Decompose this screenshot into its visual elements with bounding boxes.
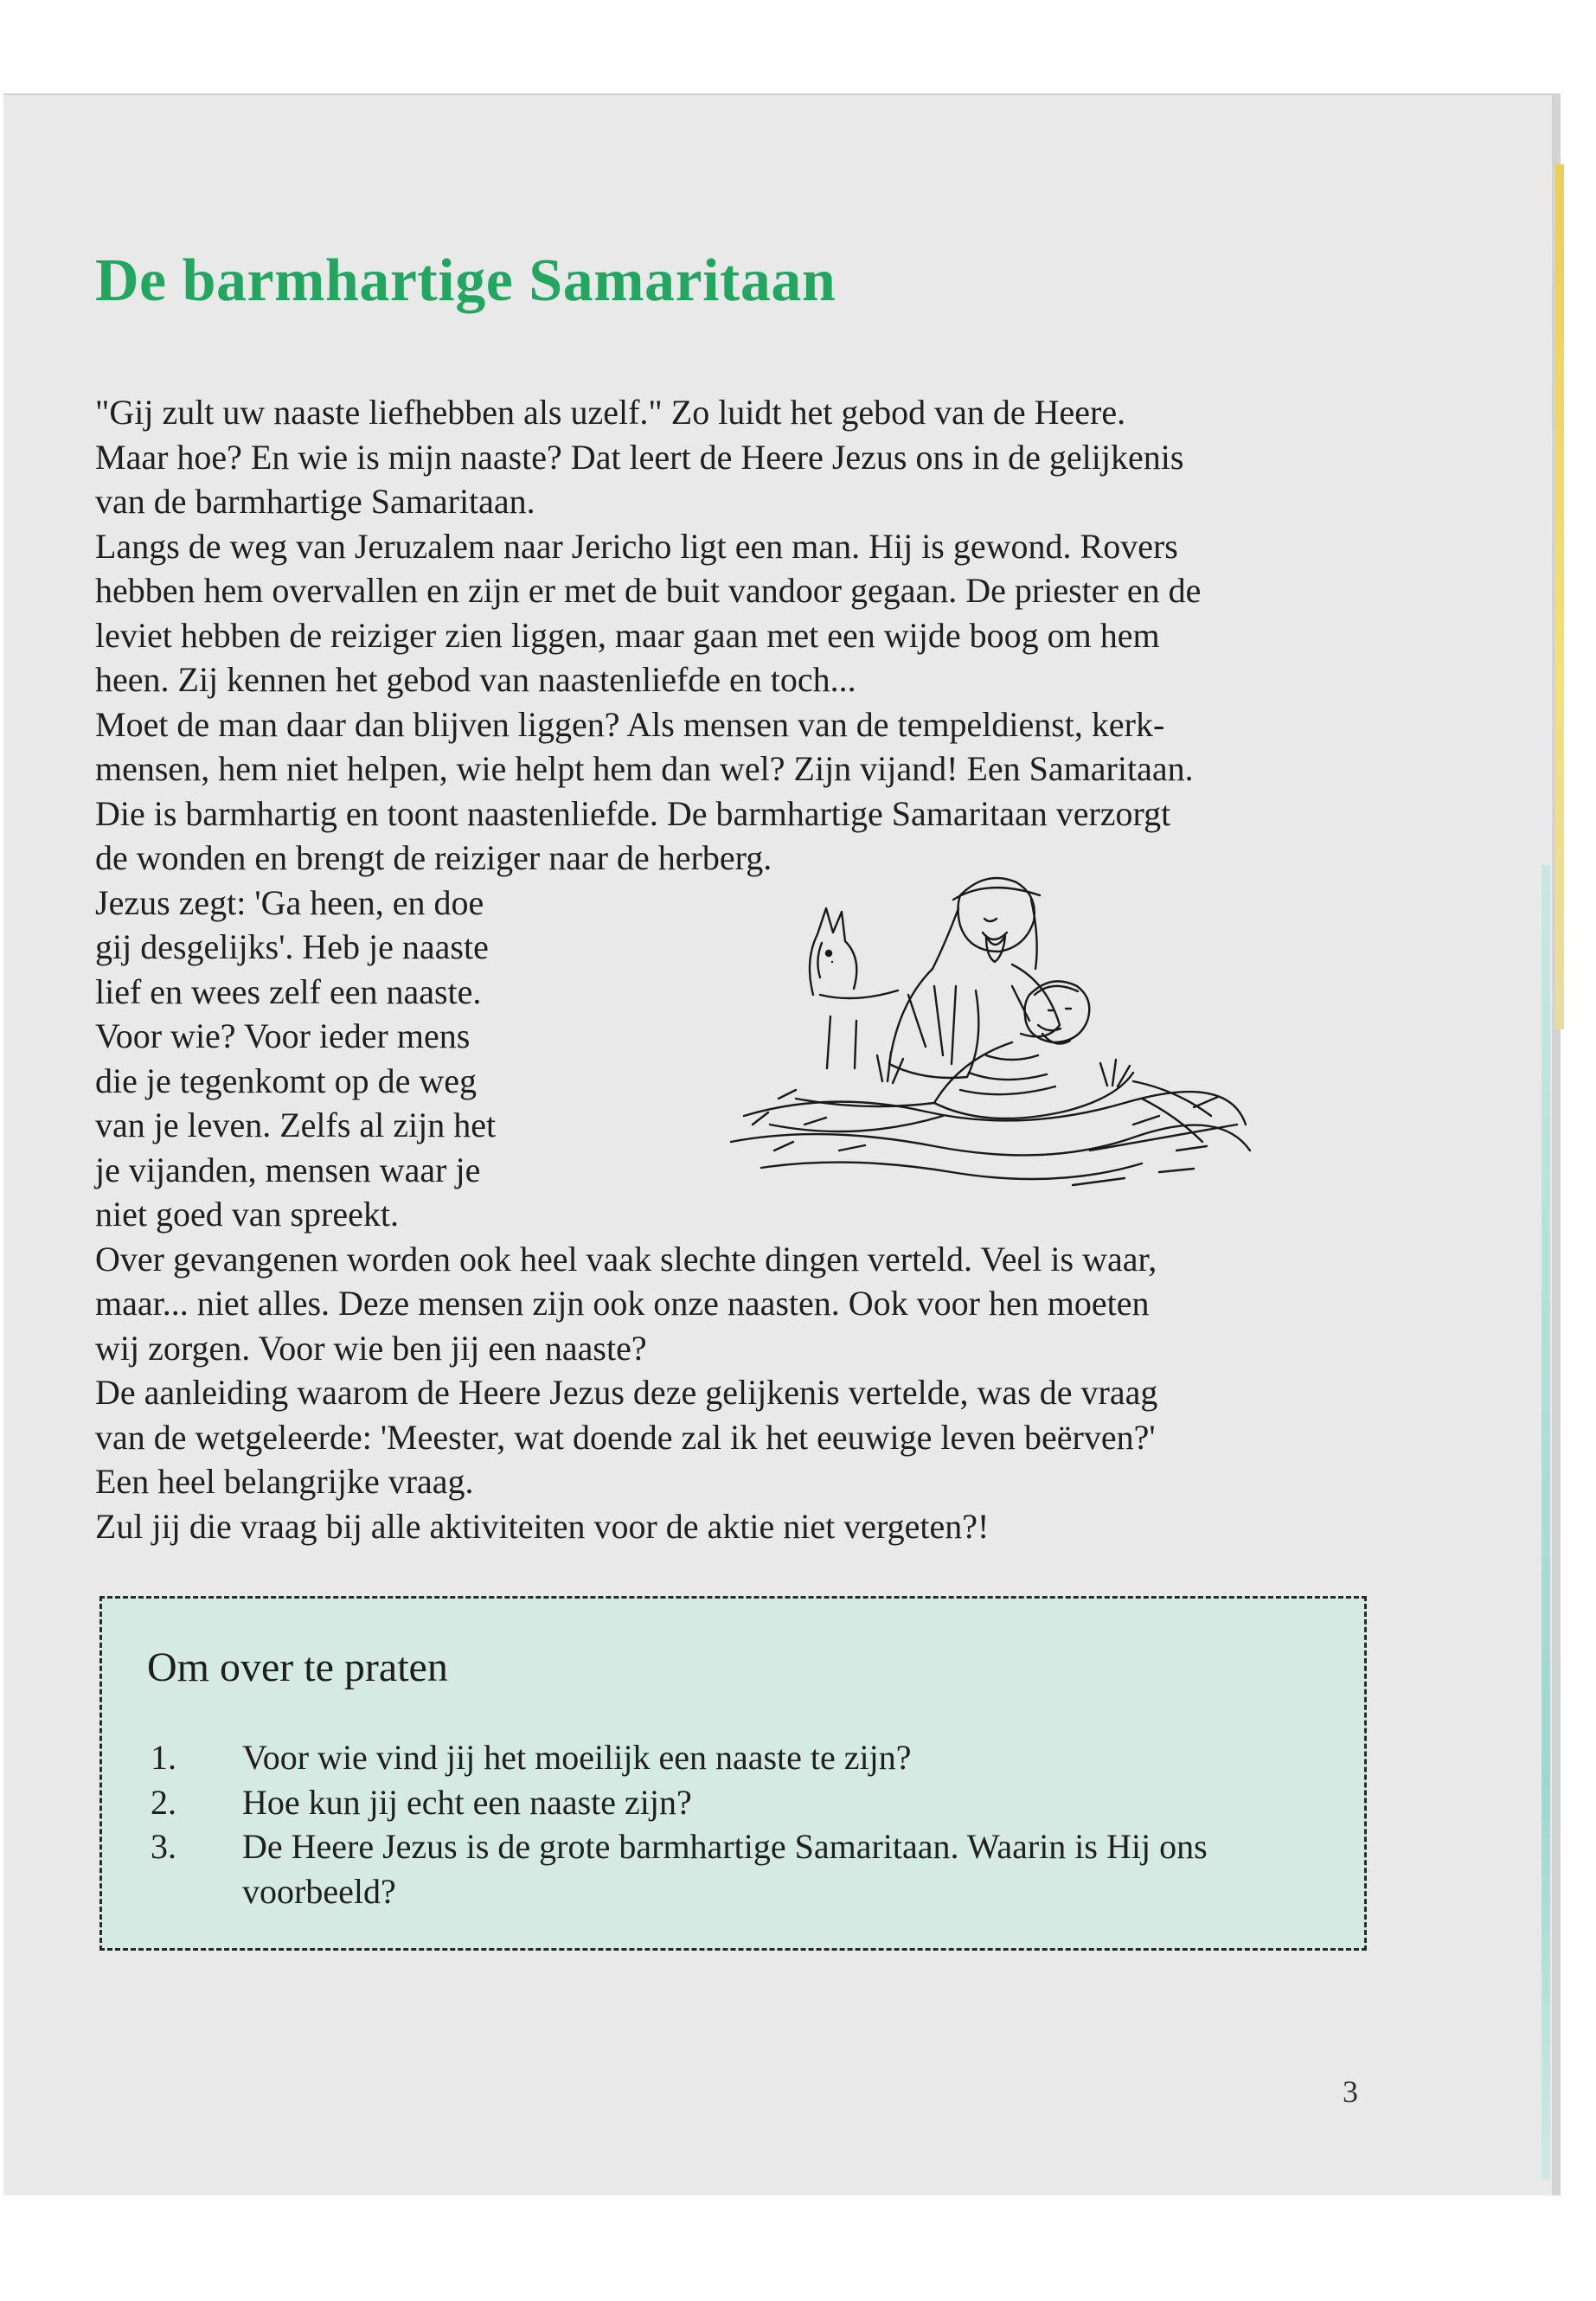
text-line: Die is barmhartig en toont naastenliefde. De barmhartige Samaritaan verzorgt — [95, 793, 1171, 833]
paragraph-intro — [95, 390, 1393, 524]
question-text: De Heere Jezus is de grote barmhartige Samaritaan. Waarin is Hij ons voorbeeld? — [242, 1827, 1208, 1911]
question-number: 3. — [151, 1827, 176, 1866]
page-title: De barmhartige Samaritaan — [95, 247, 836, 314]
question-item — [151, 1735, 1310, 1780]
text-line: maar... niet alles. Deze mensen zijn ook onze naasten. Ook voor hen moeten — [95, 1284, 1150, 1323]
text-line: wij zorgen. Voor wie ben jij een naaste? — [95, 1328, 647, 1368]
paragraph-closing — [95, 1504, 1393, 1549]
paragraph-jesus-says — [95, 881, 597, 1237]
text-line: Jezus zegt: 'Ga heen, en doe — [95, 882, 484, 922]
paragraph-occasion — [95, 1370, 1393, 1504]
text-line: De aanleiding waarom de Heere Jezus deze gelijkenis vertelde, was de vraag — [95, 1373, 1158, 1412]
text-line: mensen, hem niet helpen, wie helpt hem dan wel? Zijn vijand! Een Samaritaan. — [95, 749, 1194, 788]
text-line: niet goed van spreekt. — [95, 1195, 399, 1234]
discussion-box — [99, 1596, 1367, 1951]
discussion-title: Om over te praten — [147, 1644, 448, 1690]
question-item — [151, 1780, 1310, 1825]
text-line: lief en wees zelf een naaste. — [95, 971, 482, 1011]
text-line: hebben hem overvallen en zijn er met de buit vandoor gegaan. De priester en de — [95, 571, 1202, 610]
question-item — [151, 1824, 1310, 1913]
question-text: Voor wie vind jij het moeilijk een naaste te zijn? — [242, 1738, 912, 1777]
good-samaritan-illustration — [727, 865, 1254, 1220]
text-line: van de barmhartige Samaritaan. — [95, 482, 535, 521]
text-line: heen. Zij kennen het gebod van naastenliefde en toch... — [95, 660, 856, 699]
text-line: gij desgelijks'. Heb je naaste — [95, 927, 489, 966]
page-edge-yellow — [1555, 164, 1564, 1029]
paragraph-road — [95, 524, 1393, 702]
text-line: van de wetgeleerde: 'Meester, wat doende zal ik het eeuwige leven beërven?' — [95, 1417, 1156, 1457]
text-line: Over gevangenen worden ook heel vaak slechte dingen verteld. Veel is waar, — [95, 1239, 1157, 1279]
question-text: Hoe kun jij echt een naaste zijn? — [242, 1782, 692, 1822]
question-list — [151, 1735, 1310, 1913]
text-line: je vijanden, mensen waar je — [95, 1150, 481, 1189]
text-line: Voor wie? Voor ieder mens — [95, 1016, 471, 1055]
question-number: 2. — [151, 1782, 176, 1822]
text-line: Langs de weg van Jeruzalem naar Jericho ligt een man. Hij is gewond. Rovers — [95, 526, 1178, 566]
text-line: Maar hoe? En wie is mijn naaste? Dat leert de Heere Jezus ons in de gelijkenis — [95, 437, 1184, 477]
text-line: Zul jij die vraag bij alle aktiviteiten voor de aktie niet vergeten?! — [95, 1506, 990, 1546]
text-line: de wonden en brengt de reiziger naar de herberg. — [95, 838, 772, 877]
text-line: leviet hebben de reiziger zien liggen, maar gaan met een wijde boog om hem — [95, 615, 1160, 655]
text-line: "Gij zult uw naaste liefhebben als uzelf." Zo luidt het gebod van de Heere. — [95, 393, 1126, 432]
question-number: 1. — [151, 1738, 176, 1777]
text-line: van je leven. Zelfs al zijn het — [95, 1106, 497, 1144]
text-line: Moet de man daar dan blijven liggen? Als mensen van de tempeldienst, kerk- — [95, 704, 1165, 744]
page-edge-green — [1542, 865, 1550, 2180]
page-number: 3 — [1343, 2074, 1358, 2109]
text-line: die je tegenkomt op de weg — [95, 1061, 477, 1100]
text-line: Een heel belangrijke vraag. — [95, 1462, 474, 1501]
paragraph-enemy — [95, 702, 1393, 881]
paragraph-prisoners — [95, 1237, 1393, 1371]
